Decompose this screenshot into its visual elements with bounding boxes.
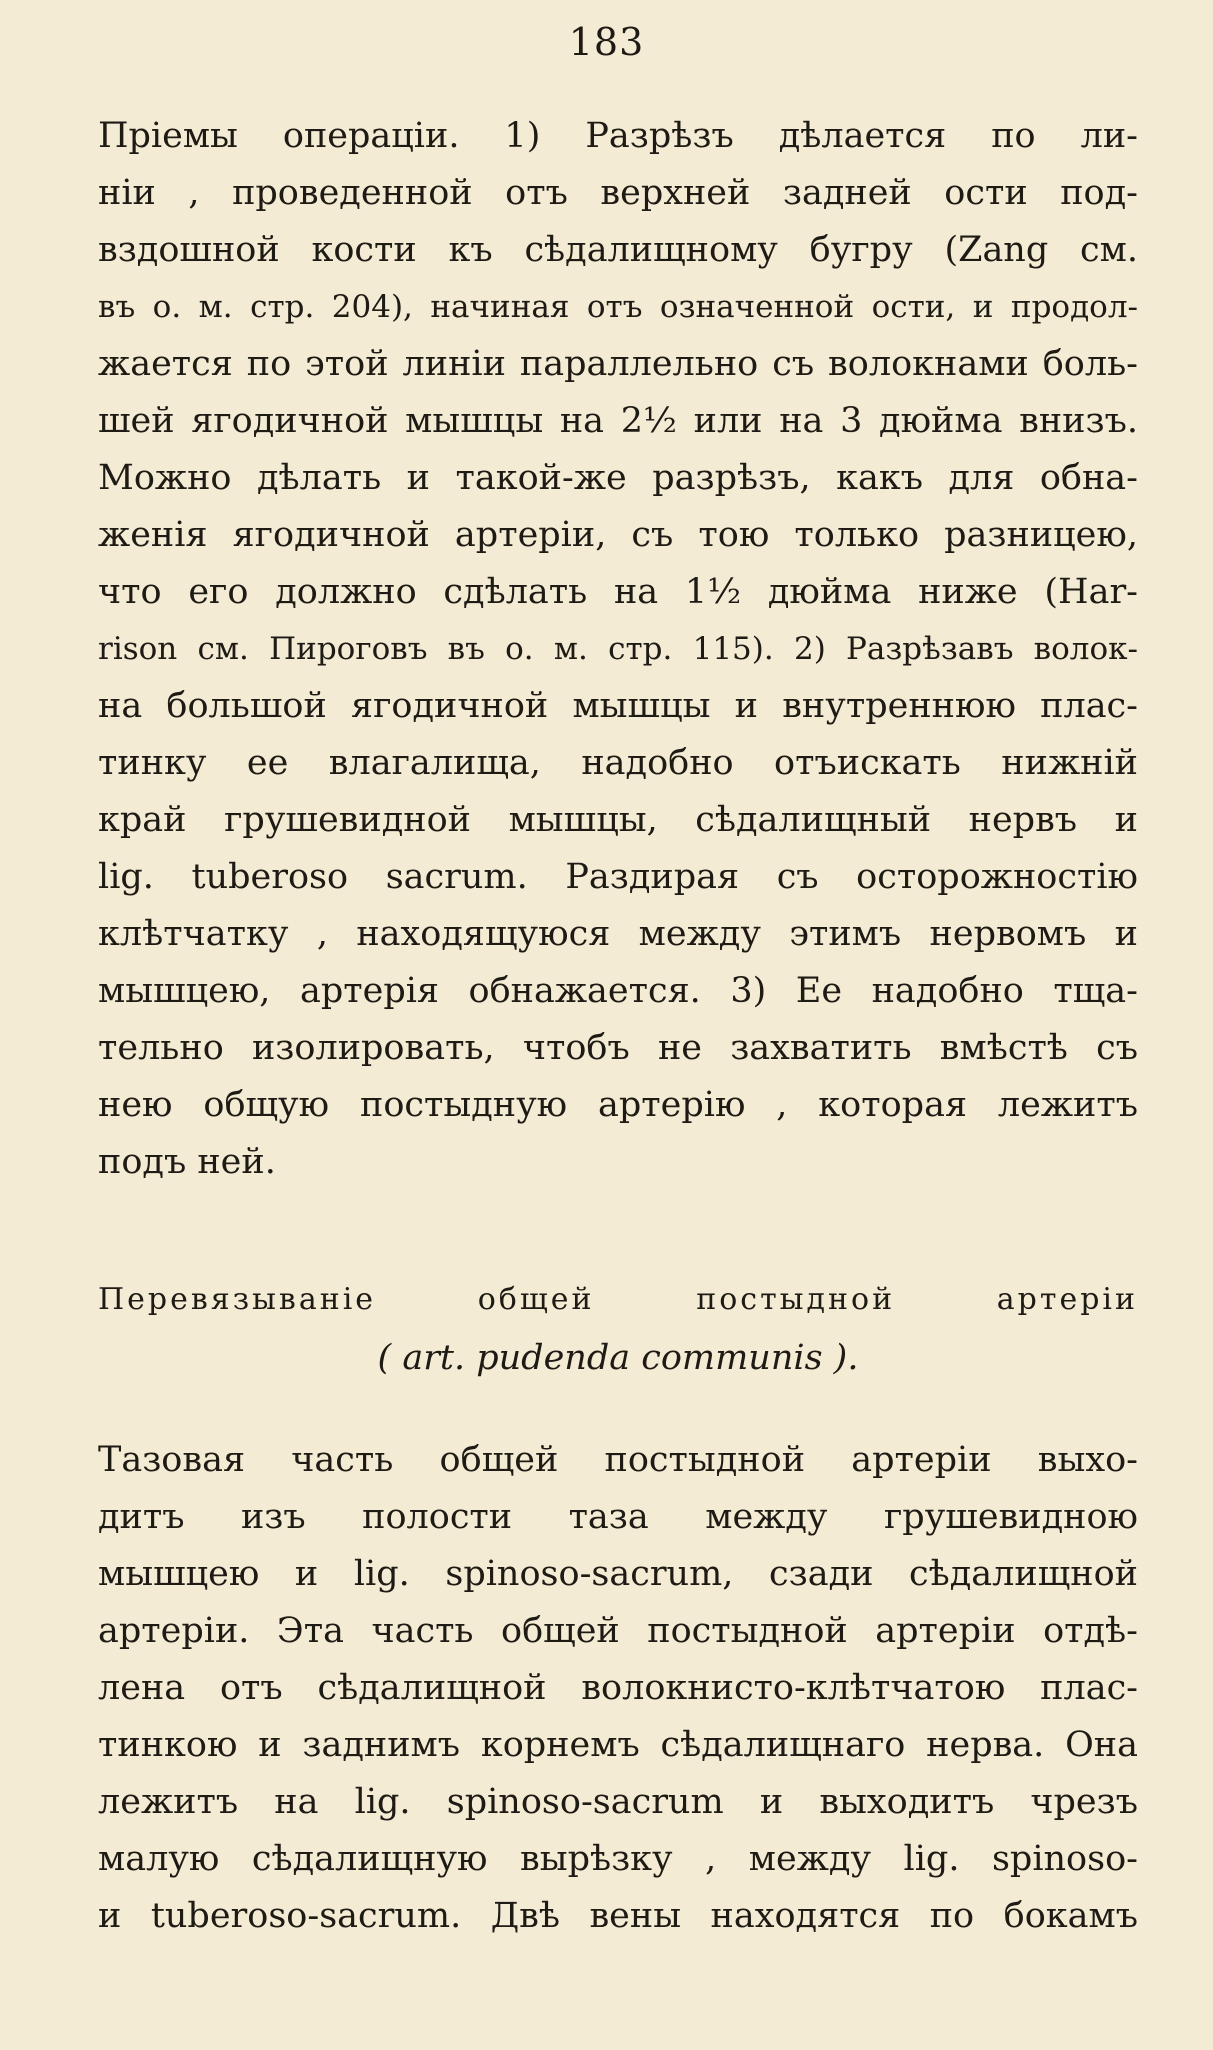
text-line: Тазовая часть общей постыдной артеріи выхо- [98,1440,1138,1480]
text-line: лежитъ на lig. spinoso-sacrum и выходитъ чрезъ [98,1782,1138,1822]
text-line: жается по этой линіи параллельно съ волокнами боль- [98,344,1138,384]
text-line: Можно дѣлать и такой-же разрѣзъ, какъ для обна- [98,458,1138,498]
text-line: Пріемы операціи. 1) Разрѣзъ дѣлается по ли- [98,116,1138,156]
text-line: что его должно сдѣлать на 1½ дюйма ниже (Har- [98,572,1138,612]
text-line: лена отъ сѣдалищной волокнисто-клѣтчатою плас- [98,1668,1138,1708]
text-line: артеріи. Эта часть общей постыдной артеріи отдѣ- [98,1611,1138,1651]
text-line: и tuberoso-sacrum. Двѣ вены находятся по бокамъ [98,1896,1138,1936]
text-line: мышцею и lig. spinoso-sacrum, сзади сѣдалищной [98,1554,1138,1594]
text-line: тельно изолировать, чтобъ не захватить вмѣстѣ съ [98,1028,1138,1068]
text-line: край грушевидной мышцы, сѣдалищный нервъ и [98,800,1138,840]
text-line: подъ ней. [98,1142,276,1182]
section-subtitle: ( art. pudenda communis ). [377,1338,859,1378]
text-line: дитъ изъ полости таза между грушевидною [98,1497,1138,1537]
section-title: Перевязываніе общей постыдной артеріи [98,1282,1138,1317]
text-line: rison см. Пироговъ въ о. м. стр. 115). 2) Разрѣзавъ волок- [98,631,1138,667]
text-line: на большой ягодичной мышцы и внутреннюю плас- [98,686,1138,726]
text-line: малую сѣдалищную вырѣзку , между lig. spinoso- [98,1839,1138,1879]
text-line: ніи , проведенной отъ верхней задней ости под- [98,173,1138,213]
text-line: тинкою и заднимъ корнемъ сѣдалищнаго нерва. Она [98,1725,1138,1765]
text-line: шей ягодичной мышцы на 2½ или на 3 дюйма внизъ. [98,401,1138,441]
page-number: 183 [568,20,645,64]
text-line: женія ягодичной артеріи, съ тою только разницею, [98,515,1138,555]
text-line: мышцею, артерія обнажается. 3) Ее надобно тща- [98,971,1138,1011]
text-line: клѣтчатку , находящуюся между этимъ нервомъ и [98,914,1138,954]
text-line: lig. tuberoso sacrum. Раздирая съ осторожностію [98,857,1138,897]
text-line: въ о. м. стр. 204), начиная отъ означенной ости, и продол- [98,289,1138,325]
text-line: вздошной кости къ сѣдалищному бугру (Zang см. [98,230,1138,270]
text-line: нею общую постыдную артерію , которая лежитъ [98,1085,1138,1125]
text-line: тинку ее влагалища, надобно отъискать нижній [98,743,1138,783]
